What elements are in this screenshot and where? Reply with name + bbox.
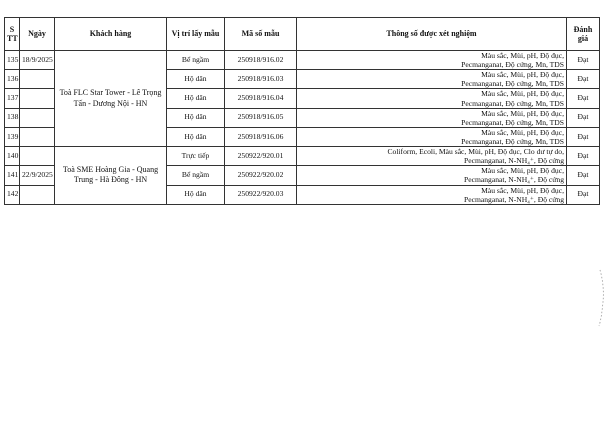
params-line-1: Màu sắc, Mùi, pH, Độ đục, — [481, 166, 564, 176]
row-code: 250918/916.04 — [225, 89, 297, 108]
params-line-1: Màu sắc, Mùi, pH, Độ đục, — [481, 127, 564, 137]
params-line-2: Pecmanganat, Độ cứng, Mn, TDS — [461, 136, 564, 146]
row-params — [297, 51, 567, 70]
row-location: Hộ dân — [167, 127, 225, 146]
row-result: Đạt — [567, 166, 600, 185]
row-client: Toà FLC Star Tower - Lê Trọng Tấn - Dương Nội - HN — [55, 51, 167, 147]
row-stt: 140 — [5, 147, 20, 166]
header-code: Mã số mẫu — [225, 18, 297, 51]
row-stt: 141 — [5, 166, 20, 185]
row-client: Toà SME Hoàng Gia - Quang Trung - Hà Đông - HN — [55, 147, 167, 205]
row-result: Đạt — [567, 51, 600, 70]
row-date-empty — [20, 147, 55, 166]
table-row — [5, 51, 600, 70]
row-params — [297, 89, 567, 108]
row-date-empty — [20, 89, 55, 108]
row-code: 250922/920.03 — [225, 185, 297, 204]
row-location: Trực tiếp — [167, 147, 225, 166]
row-result: Đạt — [567, 127, 600, 146]
params-line-2: Pecmanganat, N-NH₄⁺, Độ cứng — [464, 175, 564, 185]
row-code: 250922/920.02 — [225, 166, 297, 185]
row-result: Đạt — [567, 70, 600, 89]
row-stt: 135 — [5, 51, 20, 70]
header-location: Vị trí lấy mẫu — [167, 18, 225, 51]
header-params: Thông số được xét nghiệm — [297, 18, 567, 51]
params-line-2: Pecmanganat, Độ cứng, Mn, TDS — [461, 98, 564, 108]
params-line-2: Pecmanganat, N-NH₄⁺, Độ cứng — [464, 194, 564, 204]
row-location: Bể ngầm — [167, 166, 225, 185]
row-params — [297, 70, 567, 89]
row-code: 250922/920.01 — [225, 147, 297, 166]
row-stt: 142 — [5, 185, 20, 204]
row-location: Hộ dân — [167, 89, 225, 108]
params-line-2: Pecmanganat, Độ cứng, Mn, TDS — [461, 117, 564, 127]
params-line-2: Pecmanganat, N-NH₄⁺, Độ cứng — [464, 156, 564, 166]
row-date-empty — [20, 108, 55, 127]
header-stt: S TT — [5, 18, 20, 51]
header-client: Khách hàng — [55, 18, 167, 51]
header-result: Đánh giá — [567, 18, 600, 51]
row-stt: 138 — [5, 108, 20, 127]
table-row — [5, 147, 600, 166]
params-line-1: Màu sắc, Mùi, pH, Độ đục, — [481, 108, 564, 118]
params-line-1: Màu sắc, Mùi, pH, Độ đục, — [481, 185, 564, 195]
row-stt: 136 — [5, 70, 20, 89]
row-location: Hộ dân — [167, 70, 225, 89]
header-row — [5, 18, 600, 51]
row-code: 250918/916.05 — [225, 108, 297, 127]
row-location: Hộ dân — [167, 108, 225, 127]
row-params — [297, 147, 567, 166]
params-line-1: Màu sắc, Mùi, pH, Độ đục, — [481, 89, 564, 99]
row-result: Đạt — [567, 108, 600, 127]
row-params — [297, 166, 567, 185]
row-result: Đạt — [567, 147, 600, 166]
params-line-1: Màu sắc, Mùi, pH, Độ đục, — [481, 70, 564, 80]
row-stt: 137 — [5, 89, 20, 108]
row-code: 250918/916.06 — [225, 127, 297, 146]
row-result: Đạt — [567, 185, 600, 204]
params-line-2: Pecmanganat, Độ cứng, Mn, TDS — [461, 79, 564, 89]
row-date-empty — [20, 127, 55, 146]
row-date-empty — [20, 70, 55, 89]
params-line-1: Coliform, Ecoli, Màu sắc, Mùi, pH, Độ đục, Clo dư tự do, — [387, 147, 564, 157]
row-result: Đạt — [567, 89, 600, 108]
row-location: Hộ dân — [167, 185, 225, 204]
row-date: 18/9/2025 — [20, 51, 55, 70]
row-date: 22/9/2025 — [20, 166, 55, 185]
row-params — [297, 108, 567, 127]
page-edge-mark — [594, 268, 607, 328]
row-params — [297, 127, 567, 146]
row-stt: 139 — [5, 127, 20, 146]
row-date-empty — [20, 185, 55, 204]
row-code: 250918/916.02 — [225, 51, 297, 70]
row-code: 250918/916.03 — [225, 70, 297, 89]
sample-results-table — [4, 17, 600, 205]
params-line-1: Màu sắc, Mùi, pH, Độ đục, — [481, 51, 564, 60]
row-location: Bể ngầm — [167, 51, 225, 70]
header-date: Ngày — [20, 18, 55, 51]
row-params — [297, 185, 567, 204]
params-line-2: Pecmanganat, Độ cứng, Mn, TDS — [461, 60, 564, 70]
